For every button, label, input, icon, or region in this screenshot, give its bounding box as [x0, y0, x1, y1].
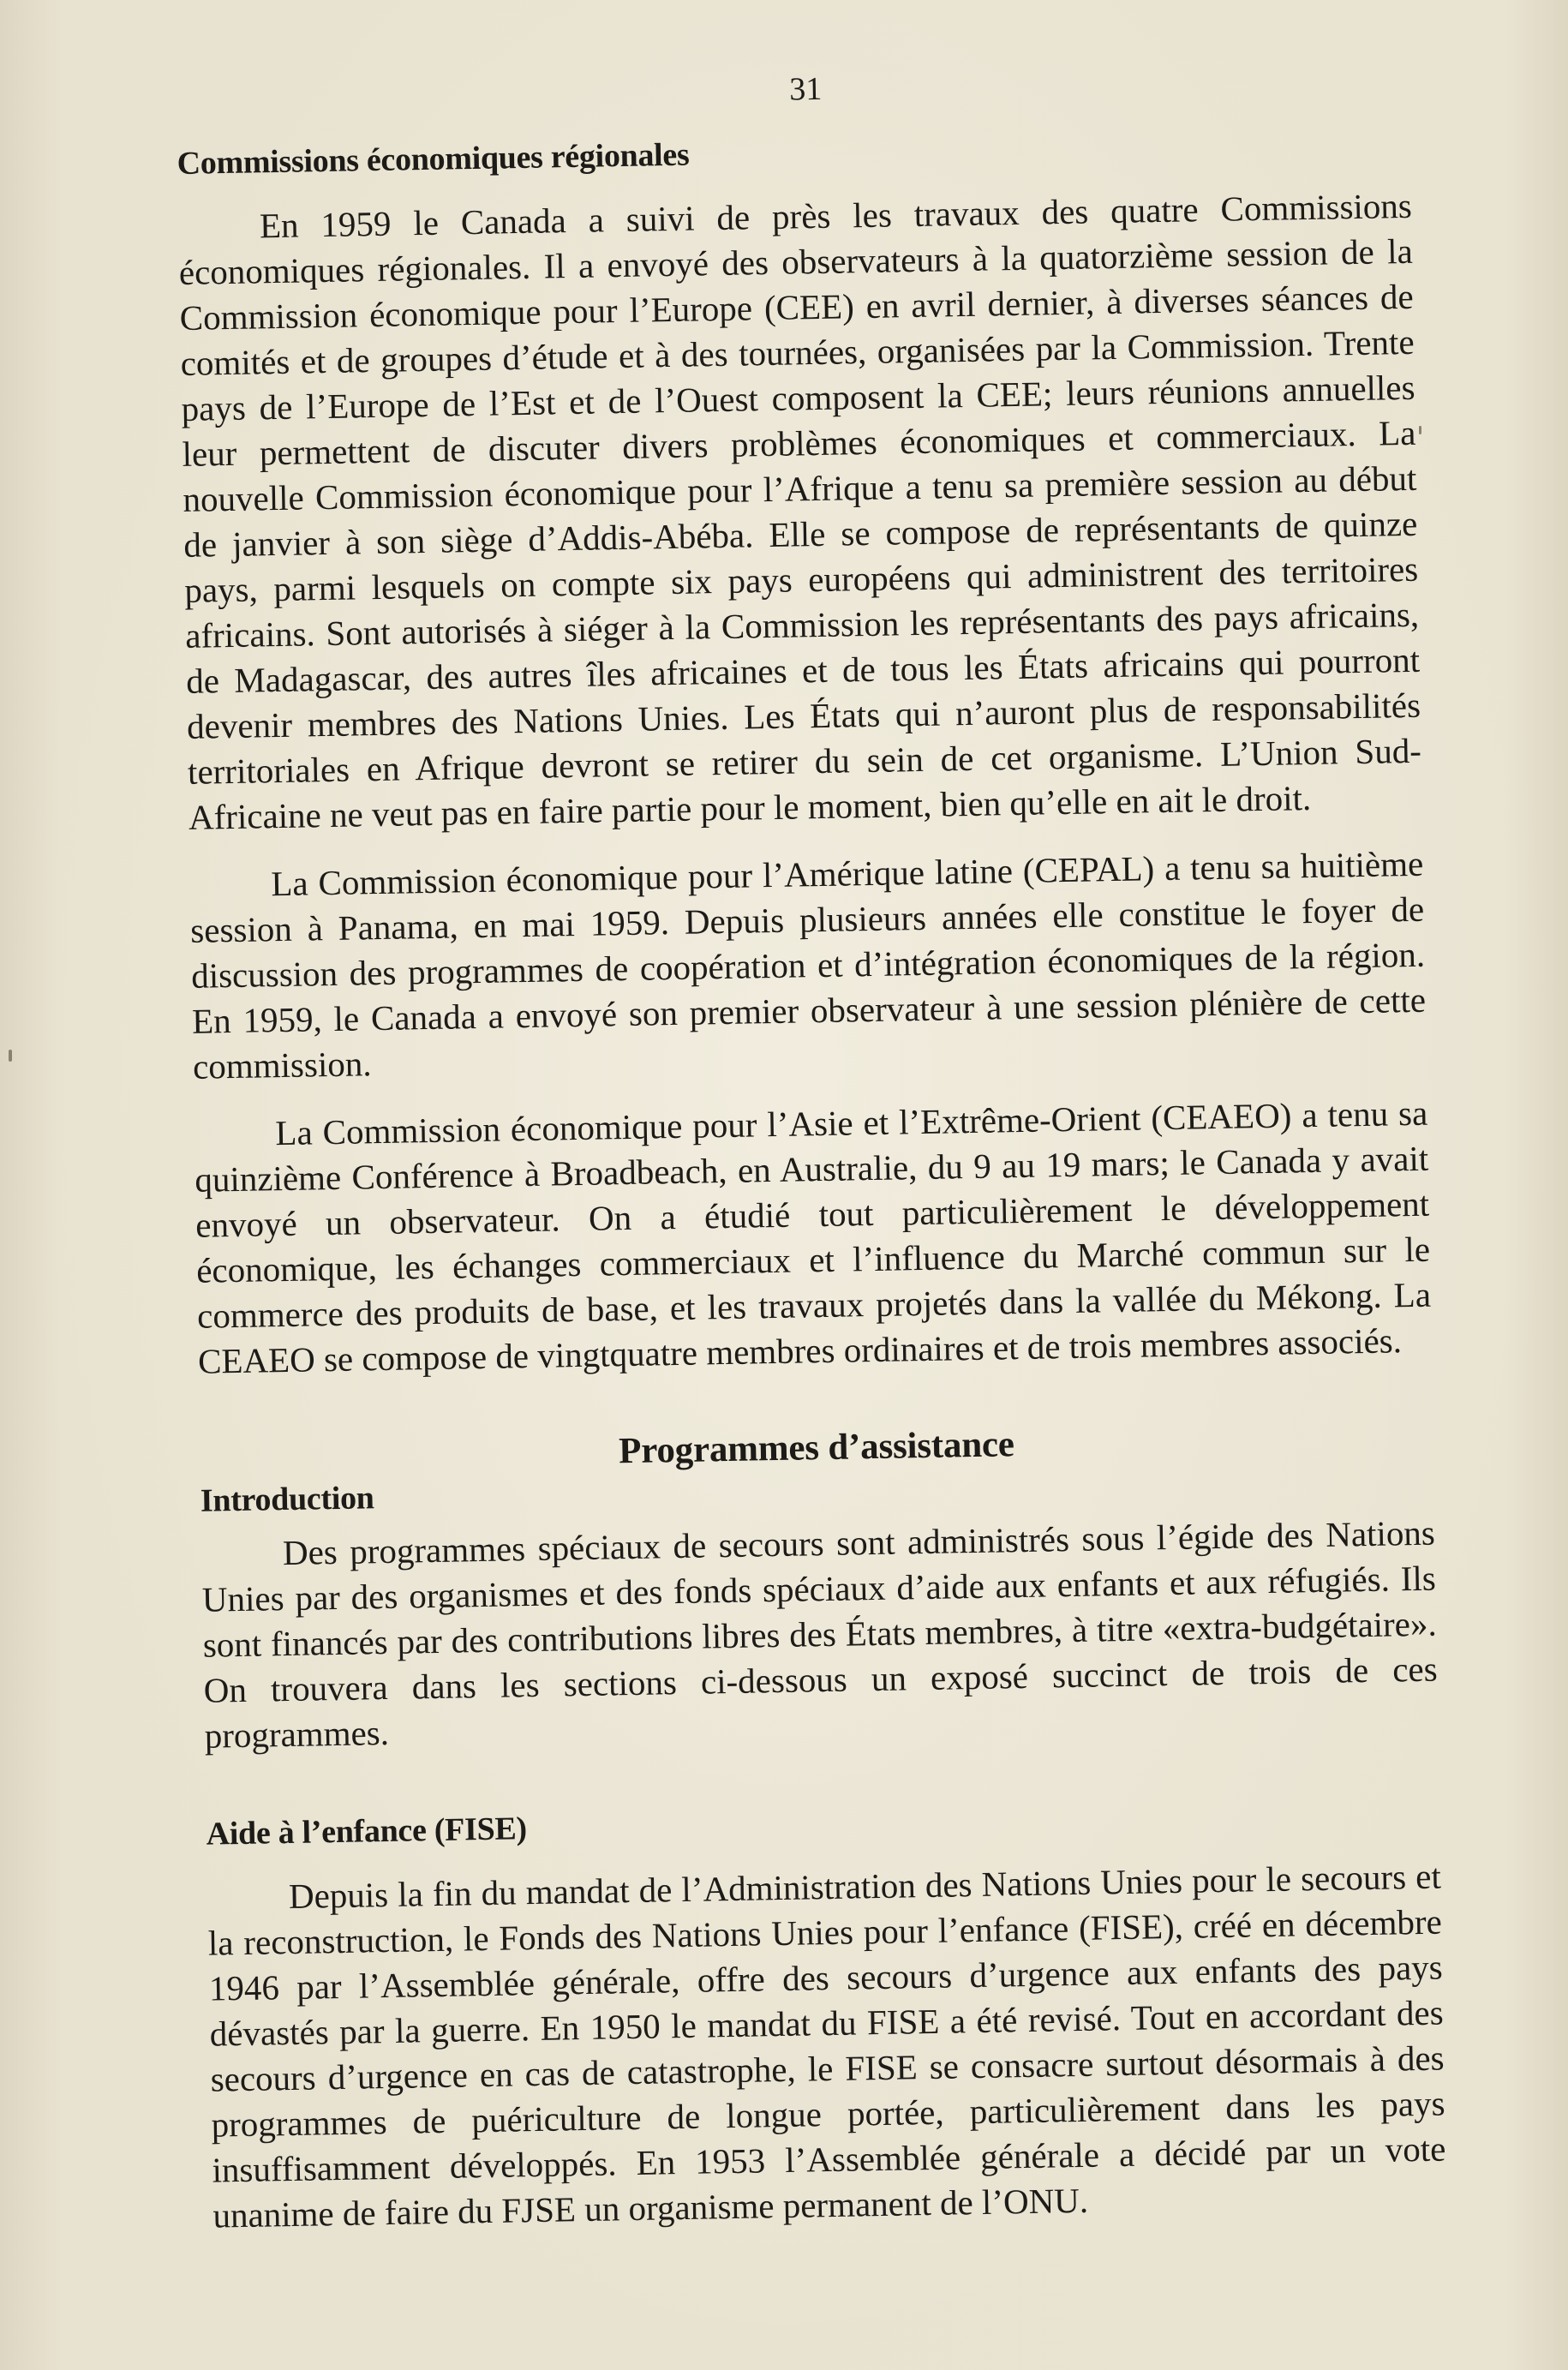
- paragraph: Depuis la fin du mandat de l’Administration des Nations Unies pour le secours et la reconstruction, le Fonds des Nations Unies pour l’enfance (FISE), créé en décembre 1946 par l’Assemblée générale, offre des secours d’urgence aux enfants des pays dévastés par la guerre. En 1950 le mandat du FISE a été revisé. Tout en accordant des secours d’urgence en cas de catastrophe, le FISE se consacre surtout désormais à des programmes de puériculture de longue portée, particulièrement dans les pays insuffisamment développés. En 1953 l’Assemblée générale a décidé par un vote unanime de faire du FJSE un organisme permanent de l’ONU.: [207, 1856, 1446, 2235]
- programmes-heading-block: [200, 1424, 1434, 1519]
- section-heading-fise: Aide à l’enfance (FISE): [206, 1810, 528, 1852]
- part-title-programmes: Programmes d’assistance: [618, 1424, 1015, 1472]
- scan-speck: [9, 1050, 12, 1062]
- page-number: 31: [788, 70, 823, 108]
- section-heading-commissions: Commissions économiques régionales: [177, 136, 690, 182]
- scan-speck: [1419, 426, 1421, 434]
- paragraph: La Commission économique pour l’Amérique latine (CEPAL) a tenu sa huitième session à Panama, en mai 1959. Depuis plusieurs années elle constitue le foyer de discussion des programmes de coopération et d’intégration économiques de la région. En 1959, le Canada a envoyé son premier observateur à une session plénière de cette commission.: [189, 843, 1427, 1086]
- paragraph: Des programmes spéciaux de secours sont administrés sous l’égide des Nations Unies par des organismes et des fonds spéciaux d’aide aux enfants et aux réfugiés. Ils sont financés par des contributions libres des États membres, à titre «extra-budgétaire». On trouvera dans les sections ci-dessous un exposé succinct de trois de ces programmes.: [201, 1512, 1438, 1756]
- paragraph: En 1959 le Canada a suivi de près les travaux des quatre Commissions économiques régionales. Il a envoyé des observateurs à la quatorzième session de la Commission économique pour l’Europe (CEE) en avril dernier, à diverses séances de comités et de groupes d’étude et à des tournées, organisées par la Commission. Trente pays de l’Europe de l’Est et de l’Ouest composent la CEE; leurs réunions annuelles leur permettent de discuter divers problèmes économiques et commerciaux. La nouvelle Commission économique pour l’Afrique a tenu sa première session au début de janvier à son siège d’Addis-Abéba. Elle se compose de représentants de quinze pays, parmi lesquels on compte six pays européens qui administrent des territoires africains. Sont autorisés à siéger à la Commission les représentants des pays africains, de Madagascar, des autres îles africaines et de tous les États africains qui pourront devenir membres des Nations Unies. Les États qui n’auront plus de responsabilités territoriales en Afrique devront se retirer du sein de cet organisme. L’Union Sud-Africaine ne veut pas en faire partie pour le moment, bien qu’elle en ait le droit.: [178, 185, 1422, 837]
- paragraph: La Commission économique pour l’Asie et l’Extrême-Orient (CEAEO) a tenu sa quinzième Conférence à Broadbeach, en Australie, du 9 au 19 mars; le Canada y avait envoyé un observateur. On a étudié tout particulièrement le développement économique, les échanges commerciaux et l’influence du Marché commun sur le commerce des produits de base, et les travaux projetés dans la vallée du Mékong. La CEAEO se compose de vingtquatre membres ordinaires et de trois membres associés.: [194, 1092, 1432, 1381]
- text-column: [176, 60, 1447, 2261]
- section-heading-introduction: Introduction: [200, 1480, 374, 1519]
